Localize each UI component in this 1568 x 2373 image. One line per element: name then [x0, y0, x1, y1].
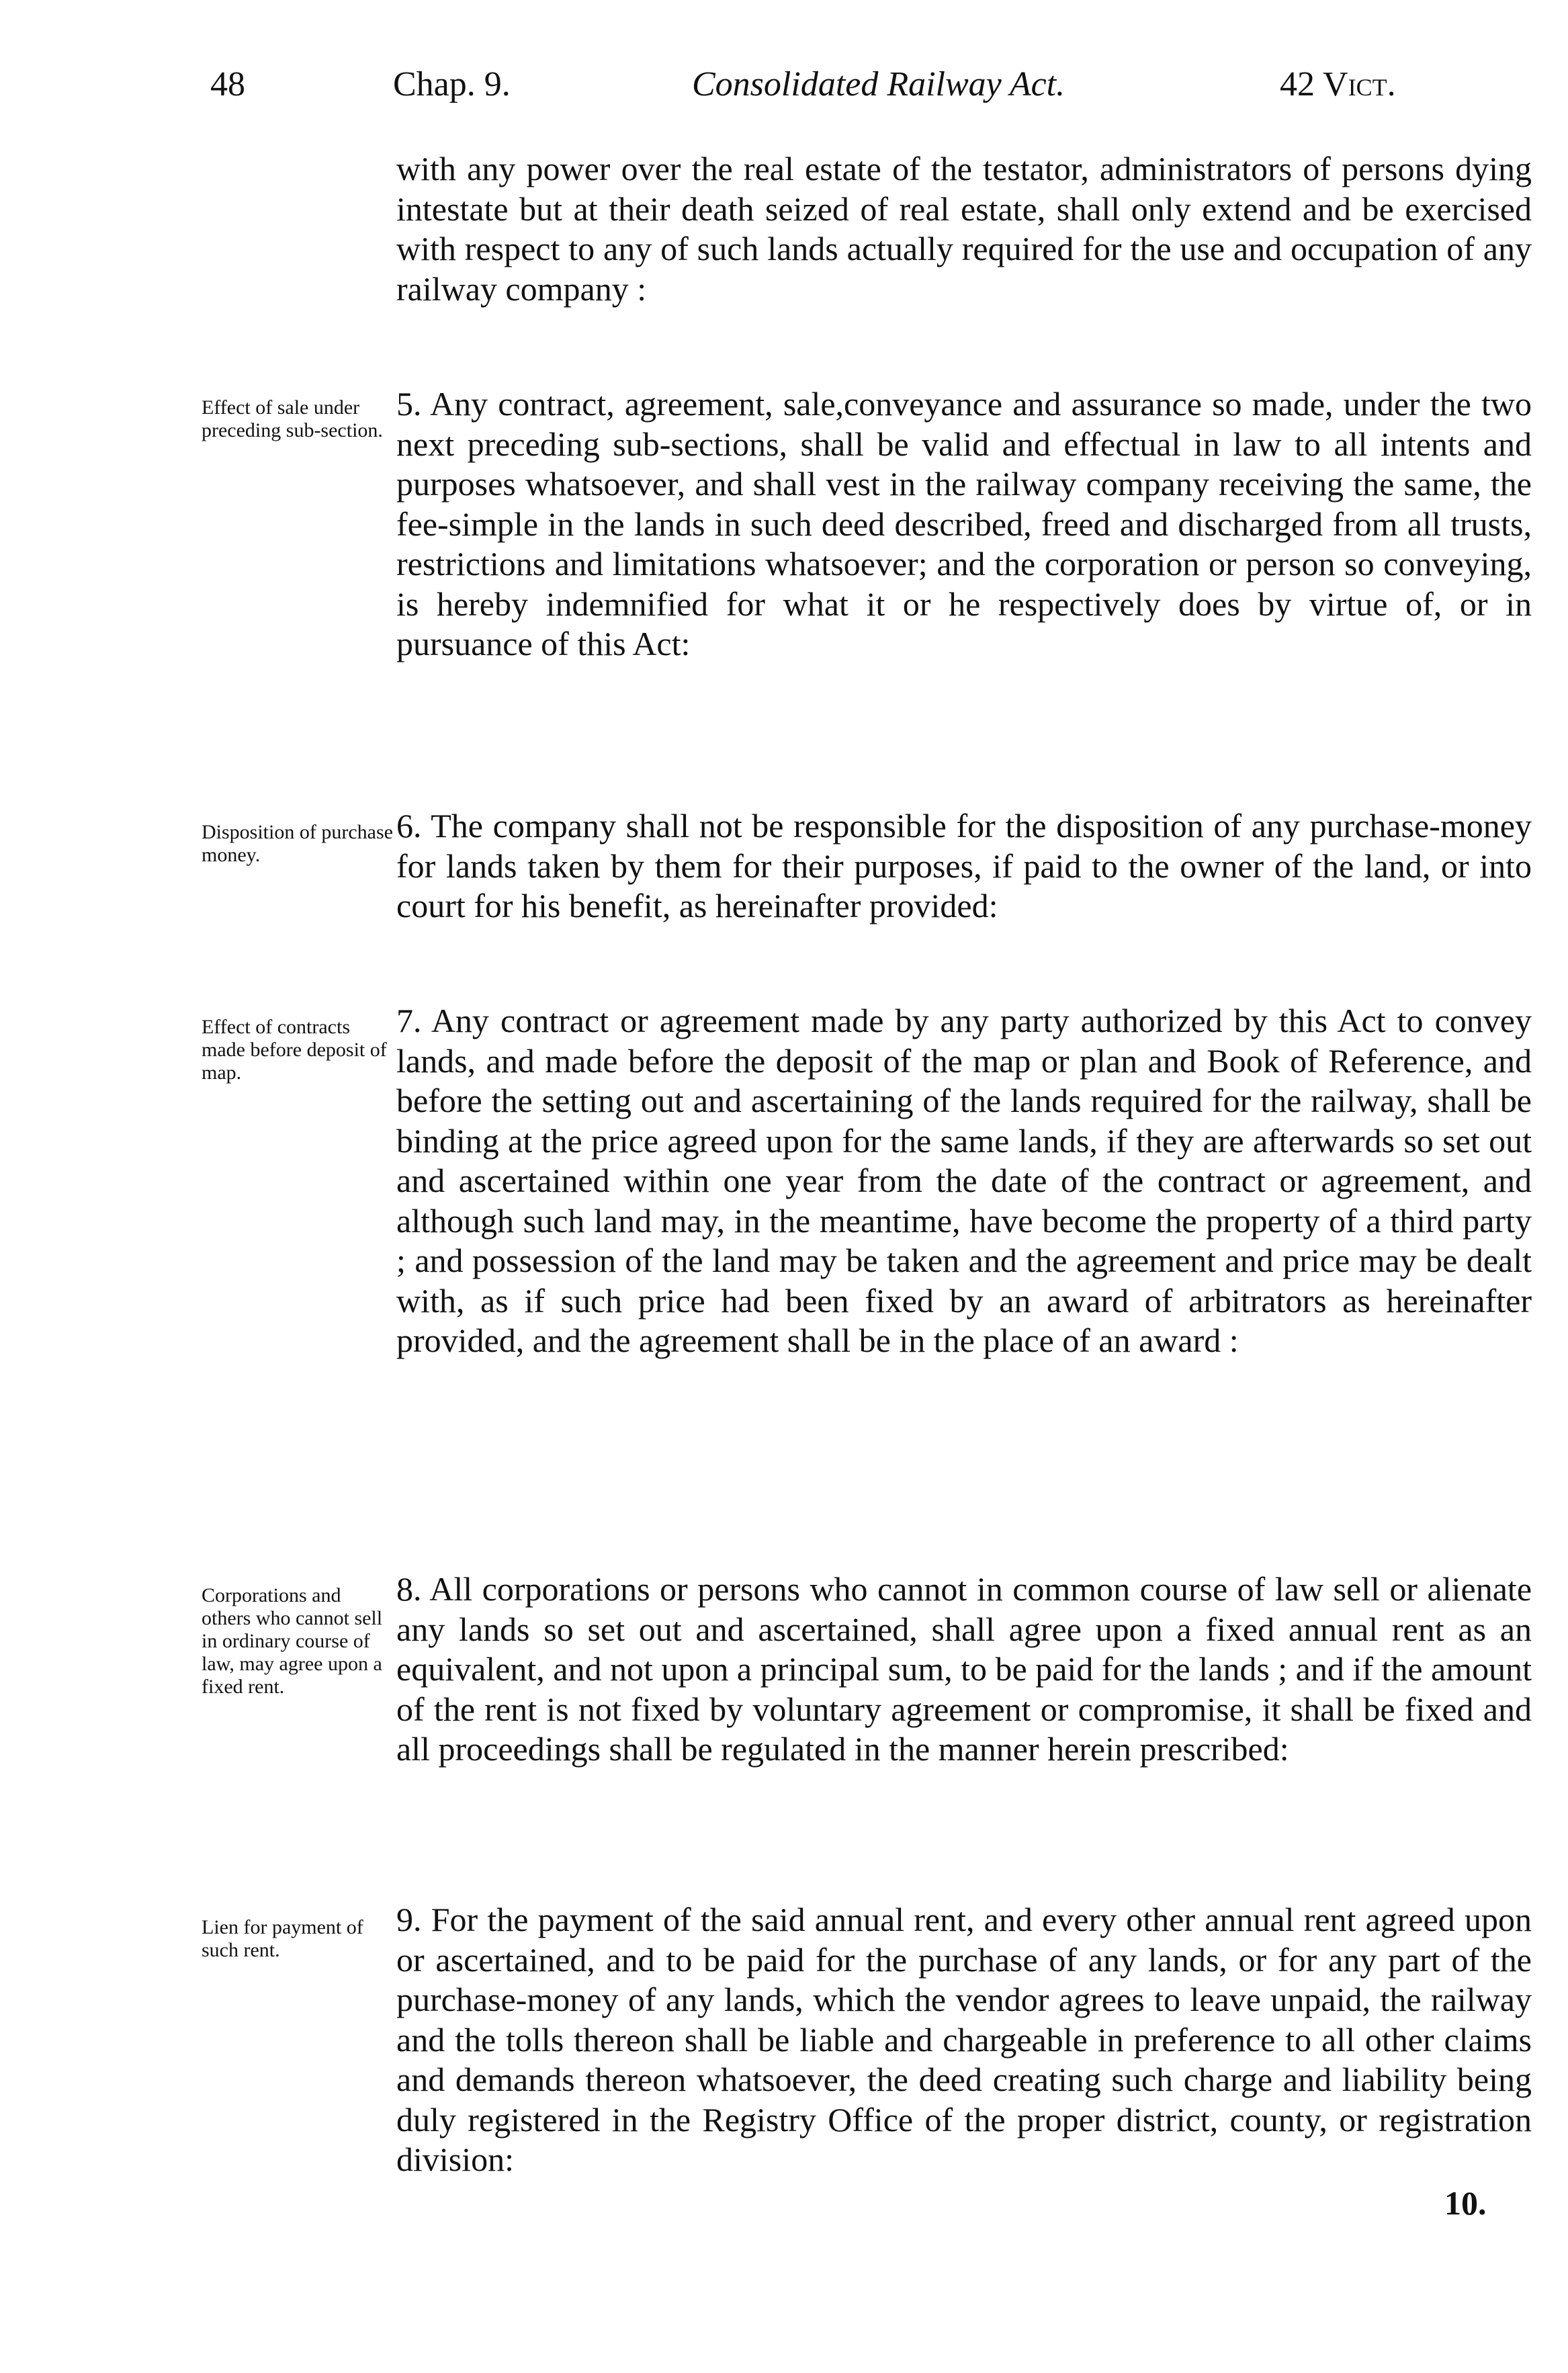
- section-number: 8.: [396, 1570, 422, 1608]
- section-text: All corporations or persons who cannot in common course of law sell or alienate any lands so set out and ascertained, shall agree upon a fixed annual rent as an equivalent, and not upon a principal sum, to be paid for the lands ; and if the amount of the rent is not fixed by voluntary agreement or compromise, it shall be fixed and all proceedings shall be regulated in the manner herein prescribed:: [396, 1570, 1532, 1768]
- running-header: [0, 64, 1568, 118]
- section-number: 6.: [396, 807, 422, 845]
- section-6: [396, 806, 1532, 926]
- marginal-note-section-5: Effect of sale under preceding sub-section.: [202, 396, 383, 441]
- section-number: 7.: [396, 1002, 422, 1039]
- marginal-note-section-9: Lien for payment of such rent.: [202, 1916, 363, 1961]
- chapter-label: Chap. 9.: [393, 65, 511, 103]
- section-text: Any contract, agreement, sale,conveyance and assurance so made, under the two next preceding sub-sections, shall be valid and effectual in law to all intents and purposes whatsoever, and shall vest in the railway company receiving the same, the fee-simple in the lands in such deed described, freed and discharged from all trusts, restrictions and limitations whatsoever; and the corporation or person so conveying, is hereby indemnified for what it or he respectively does by virtue of, or in pursuance of this Act:: [396, 385, 1532, 662]
- section-9: [396, 1900, 1532, 2180]
- catchword: 10.: [1444, 2184, 1487, 2222]
- marginal-note-section-6: Disposition of purchase money.: [202, 821, 393, 866]
- continuation-paragraph: with any power over the real estate of the testator, administrators of persons dying intestate but at their death seized of real estate, shall only extend and be exercised with respect to any of such lands actually required for the use and occupation of any railway company :: [396, 150, 1532, 308]
- marginal-note-section-7: Effect of contracts made before deposit of map.: [202, 1016, 387, 1084]
- section-7: [396, 1001, 1532, 1361]
- page-number: 48: [210, 65, 245, 103]
- section-8: [396, 1569, 1532, 1770]
- section-number: 5.: [396, 385, 422, 423]
- section-text: For the payment of the said annual rent, and every other annual rent agreed upon or ascertained, and to be paid for the purchase of any lands, or for any part of the purchase-money of any lands, which the vendor agrees to leave unpaid, the railway and the tolls thereon shall be liable and chargeable in preference to all other claims and demands thereon whatsoever, the deed creating such charge and liability being duly registered in the Registry Office of the proper district, county, or registration division:: [396, 1901, 1532, 2178]
- act-title: Consolidated Railway Act.: [692, 65, 1065, 103]
- section-text: The company shall not be responsible for the disposition of any purchase-money for lands taken by them for their purposes, if paid to the owner of the land, or into court for his benefit, as hereinafter provided:: [396, 807, 1532, 924]
- section-number: 9.: [396, 1901, 422, 1938]
- section-5: [396, 384, 1532, 664]
- regnal-year: 42 Vict.: [1280, 65, 1396, 103]
- marginal-note-section-8: Corporations and others who cannot sell in ordinary course of law, may agree upon a fixed rent.: [202, 1584, 383, 1698]
- section-text: Any contract or agreement made by any party authorized by this Act to convey lands, and made before the deposit of the map or plan and Book of Reference, and before the setting out and ascertaining of the lands required for the railway, shall be binding at the price agreed upon for the same lands, if they are afterwards so set out and ascertained within one year from the date of the contract or agreement, and although such land may, in the meantime, have become the property of a third party ; and possession of the land may be taken and the agreement and price may be dealt with, as if such price had been fixed by an award of arbitrators as hereinafter provided, and the agreement shall be in the place of an award :: [396, 1002, 1532, 1359]
